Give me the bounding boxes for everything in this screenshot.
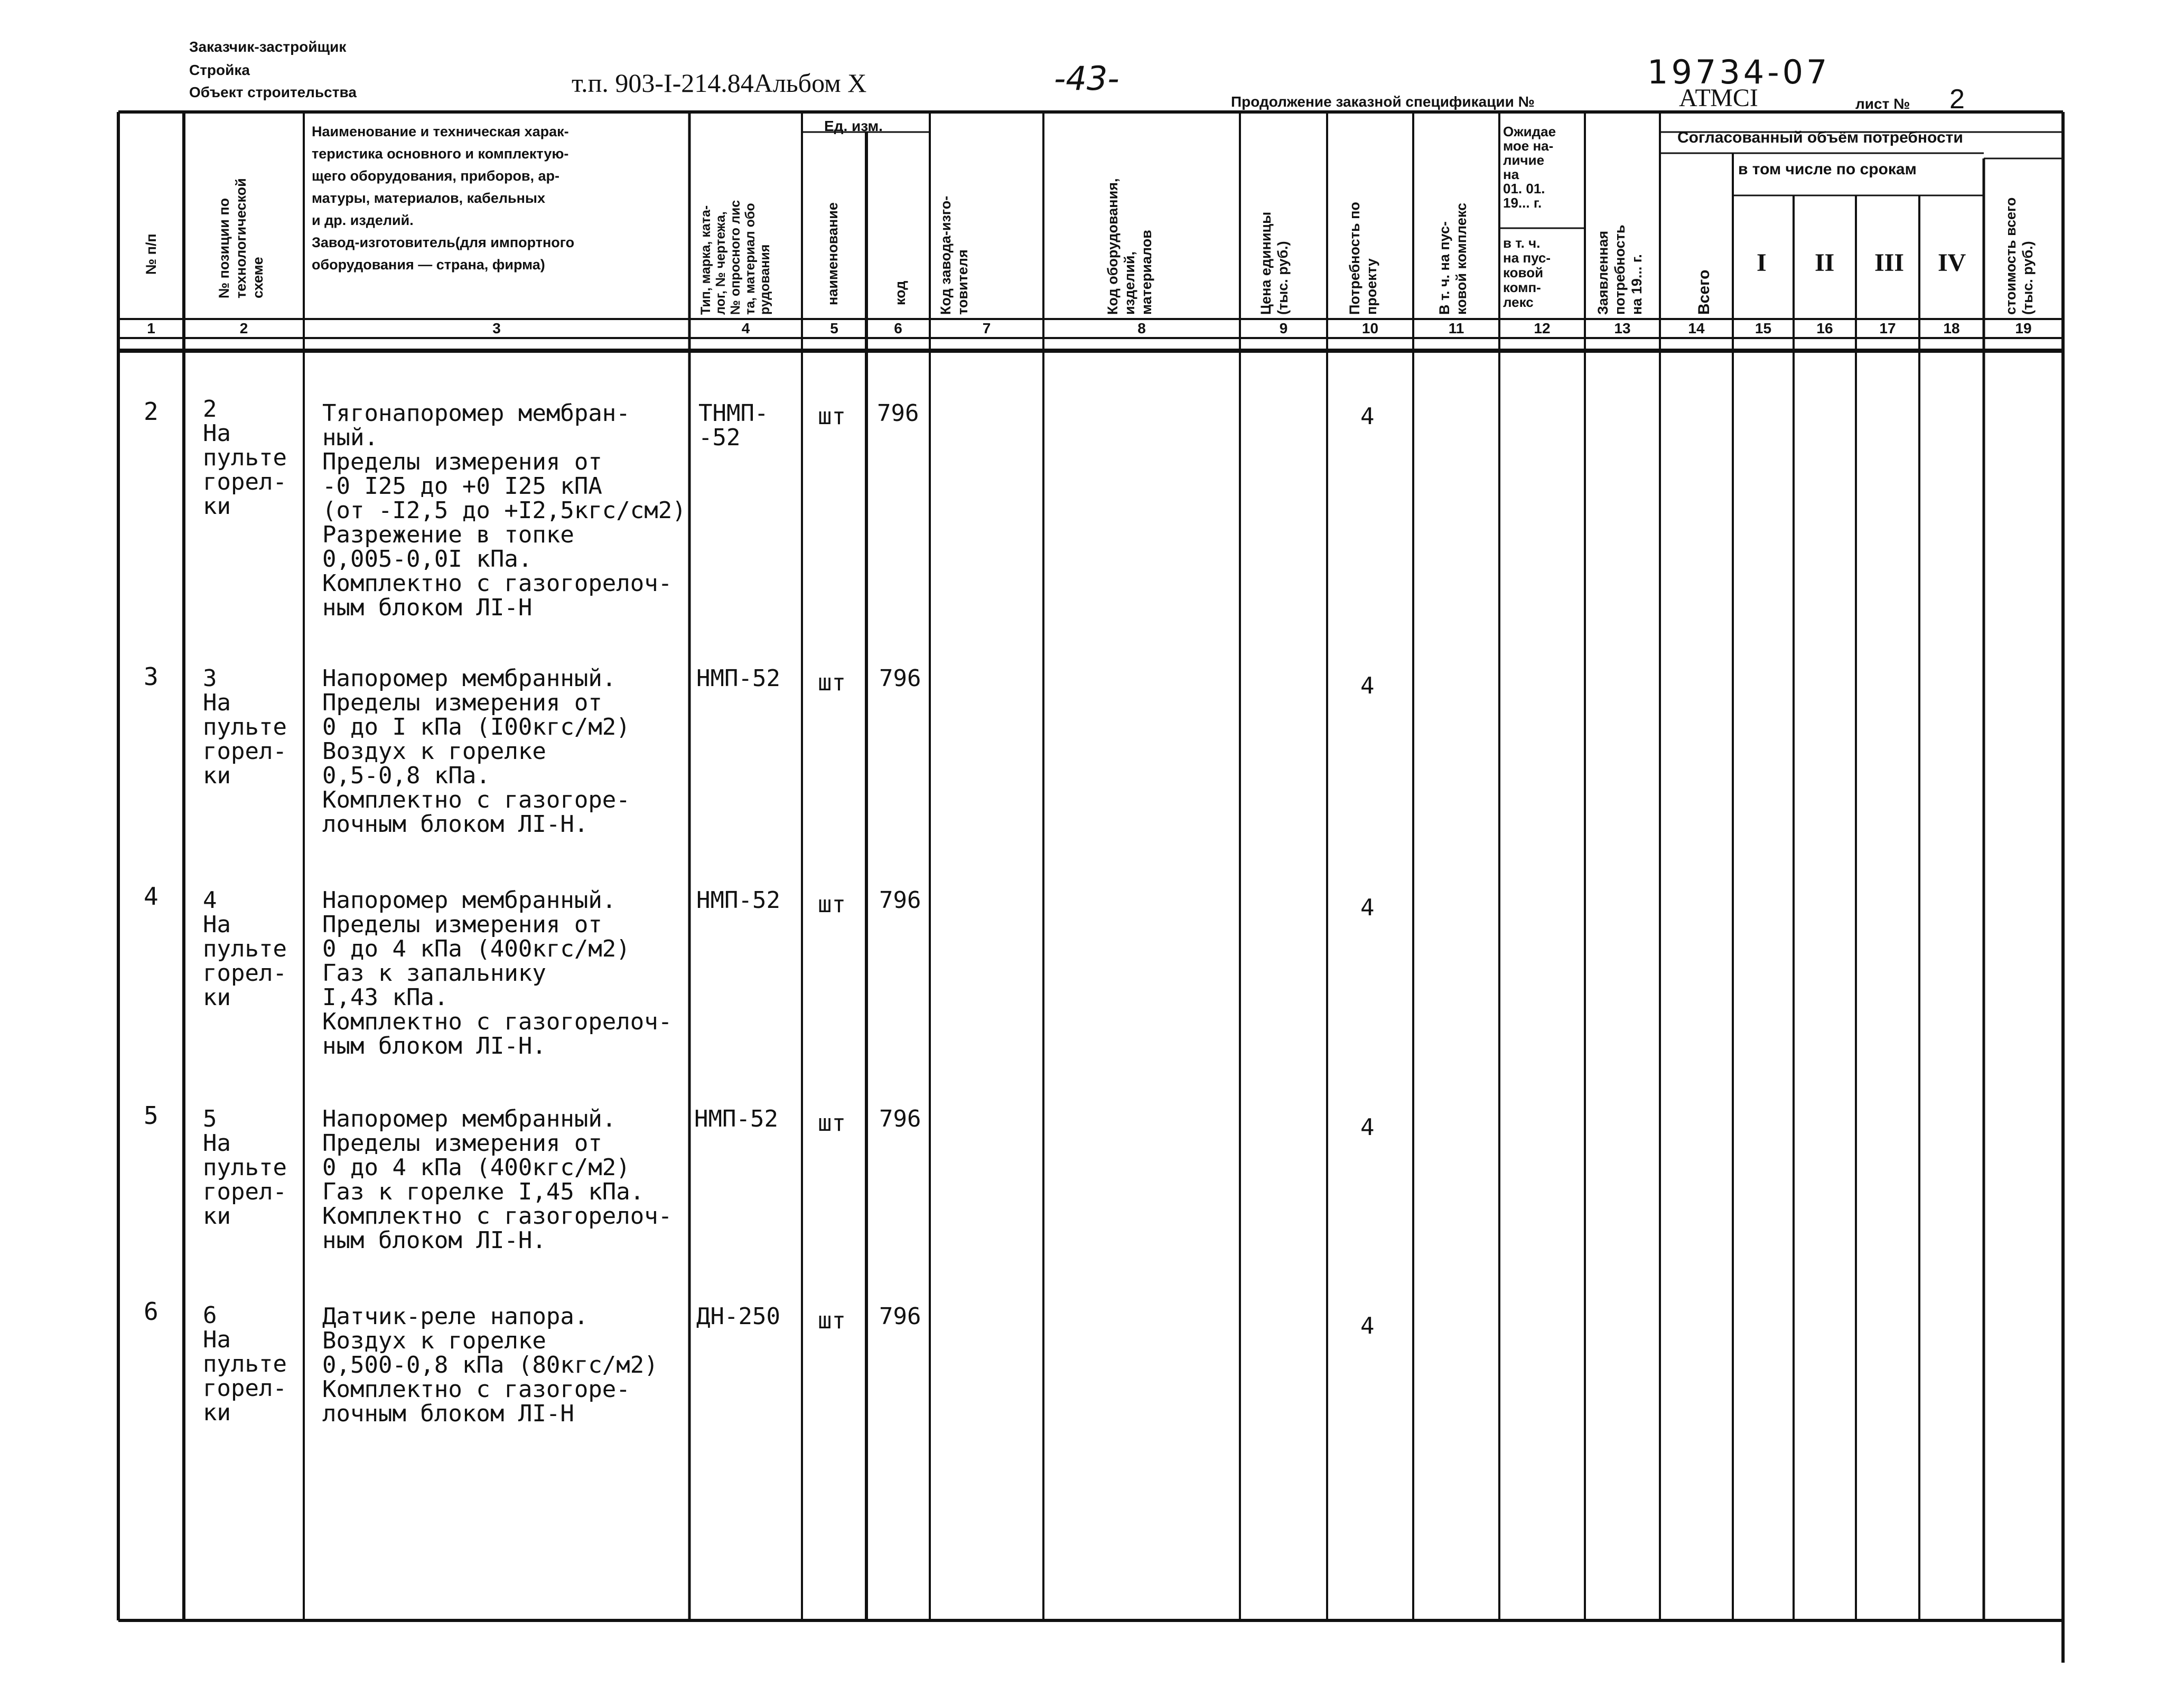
col-number: 13	[1614, 320, 1631, 336]
col-header-total: Всего	[1695, 269, 1713, 315]
table-row-quantity: 4	[1360, 894, 1375, 921]
col-header-plant-code: Код завода-изго- товителя	[938, 195, 970, 315]
table-row-quantity: 4	[1360, 1114, 1375, 1141]
object-label: Объект строительства	[189, 84, 357, 100]
col-header-type: Тип, марка, ката- лог, № чертежа, № опросного лис та, материал обо рудования	[698, 200, 772, 315]
col-number: 1	[147, 320, 155, 336]
col-header-row-number: № п/п	[143, 233, 159, 275]
table-row-position: 6 На пульте горел- ки	[203, 1302, 287, 1426]
col-number: 17	[1879, 320, 1896, 336]
table-row-type: НМП-52	[694, 1105, 778, 1132]
table-row-position: 4 На пульте горел- ки	[203, 887, 287, 1011]
col-header-agreed-group: Согласованный объём потребности	[1677, 129, 1963, 146]
table-row-unit-code: 796	[877, 400, 919, 427]
col-header-unit-group: Ед. изм.	[824, 118, 883, 134]
col-header-position: № позиции по технологической схеме	[216, 178, 266, 298]
table-row-quantity: 4	[1360, 403, 1375, 430]
col-number: 7	[982, 320, 991, 336]
col-header-term-4: IV	[1938, 249, 1966, 277]
col-number: 9	[1279, 320, 1288, 336]
table-row-number: 2	[144, 397, 158, 426]
col-number: 10	[1361, 320, 1379, 336]
table-row-unit: шт	[818, 403, 846, 430]
col-number: 2	[239, 320, 248, 336]
sheet-number: 2	[1949, 84, 1965, 115]
spec-code: АТМСI	[1679, 84, 1758, 112]
col-header-declared-need: Заявленная потребность на 19... г.	[1595, 224, 1645, 315]
table-row-unit-code: 796	[879, 1303, 921, 1330]
col-header-expected: Ожидае мое на- личие на 01. 01. 19... г.	[1503, 124, 1556, 211]
table-row-position: 5 На пульте горел- ки	[203, 1105, 287, 1230]
col-header-unit-code: код	[892, 280, 908, 305]
table-row-position: 3 На пульте горел- ки	[203, 665, 287, 789]
col-header-startup-complex: В т. ч. на пус- ковой комплекс	[1436, 202, 1469, 315]
table-row-unit: шт	[818, 669, 846, 696]
document-number-handwritten: 19734-07	[1647, 53, 1831, 91]
col-number: 16	[1816, 320, 1833, 336]
table-row-number: 5	[144, 1101, 158, 1130]
sheet-label: лист №	[1855, 96, 1910, 112]
table-row-type: ДН-250	[696, 1303, 780, 1330]
continuation-label: Продолжение заказной спецификации №	[1231, 93, 1535, 110]
table-row-unit-code: 796	[879, 887, 921, 914]
col-header-term-1: I	[1757, 249, 1767, 277]
customer-label: Заказчик-застройщик	[189, 39, 347, 55]
col-header-term-3: III	[1874, 249, 1905, 277]
col-number: 15	[1754, 320, 1772, 336]
col-header-unit-price: Цена единицы (тыс. руб.)	[1258, 211, 1291, 315]
col-number: 11	[1448, 320, 1464, 336]
table-row-type: НМП-52	[696, 665, 780, 692]
page-number-handwritten: -43-	[1054, 59, 1119, 98]
col-header-unit-name: наименование	[825, 202, 841, 305]
table-row-description: Напоромер мембранный. Пределы измерения от 0 до 4 кПа (400кгс/м2) Газ к запальнику I,43 кПа. Комплектно с газогорелоч- ным блоком ЛI-Н.	[322, 887, 673, 1060]
col-number: 19	[2015, 320, 2032, 336]
col-header-term-2: II	[1815, 249, 1835, 277]
table-row-quantity: 4	[1360, 1312, 1375, 1339]
album-reference: т.п. 903-I-214.84Альбом X	[572, 68, 867, 98]
table-row-number: 6	[144, 1297, 158, 1326]
col-number: 8	[1137, 320, 1146, 336]
col-number: 6	[894, 320, 902, 336]
col-number: 14	[1688, 320, 1705, 336]
col-header-project-need: Потребность по проекту	[1347, 202, 1379, 315]
col-number: 12	[1534, 320, 1551, 336]
table-row-description: Напоромер мембранный. Пределы измерения от 0 до I кПа (I00кгс/м2) Воздух к горелке 0,5-0,8 кПа. Комплектно с газогоре- лочным блоком ЛI-Н.	[322, 665, 630, 838]
col-header-expected-startup: в т. ч. на пус- ковой комп- лекс	[1503, 235, 1551, 310]
table-row-unit: шт	[818, 1307, 846, 1334]
table-row-unit-code: 796	[879, 665, 921, 692]
col-number: 18	[1943, 320, 1960, 336]
table-row-unit-code: 796	[879, 1105, 921, 1132]
table-row-number: 4	[144, 882, 158, 911]
table-row-type: НМП-52	[696, 887, 780, 914]
table-row-unit: шт	[818, 891, 846, 918]
table-row-quantity: 4	[1360, 672, 1375, 699]
table-row-description: Датчик-реле напора. Воздух к горелке 0,500-0,8 кПа (80кгс/м2) Комплектно с газогоре- лочным блоком ЛI-Н	[322, 1303, 658, 1427]
col-number: 5	[830, 320, 838, 336]
table-row-description: Напоромер мембранный. Пределы измерения от 0 до 4 кПа (400кгс/м2) Газ к горелке I,45 кПа. Комплектно с газогорелоч- ным блоком ЛI-Н.	[322, 1105, 673, 1254]
table-row-unit: шт	[818, 1110, 846, 1137]
table-row-description: Тягонапоромер мембран- ный. Пределы измерения от -0 I25 до +0 I25 кПА (от -I2,5 до +I2,5кгс/см2) Разрежение в топке 0,005-0,0I кПа. Комплектно с газогорелоч- ным блоком ЛI-Н	[322, 400, 686, 621]
col-number: 4	[741, 320, 750, 336]
site-label: Стройка	[189, 62, 250, 78]
col-header-by-terms: в том числе по срокам	[1738, 161, 1917, 178]
col-number: 3	[492, 320, 501, 336]
table-row-number: 3	[144, 662, 158, 691]
col-header-description: Наименование и техническая харак- теристика основного и комплектую- щего оборудования, приборов, ар- матуры, материалов, кабельных и др. изделий. Завод-изготовитель(для импортного оборудования — страна, фирма)	[312, 124, 575, 273]
col-header-equipment-code: Код оборудования, изделий, материалов	[1105, 178, 1154, 315]
col-header-total-cost: стоимость всего (тыс. руб.)	[2003, 197, 2036, 315]
table-row-type: ТНМП- -52	[698, 400, 769, 451]
table-row-position: 2 На пульте горел- ки	[203, 396, 287, 520]
